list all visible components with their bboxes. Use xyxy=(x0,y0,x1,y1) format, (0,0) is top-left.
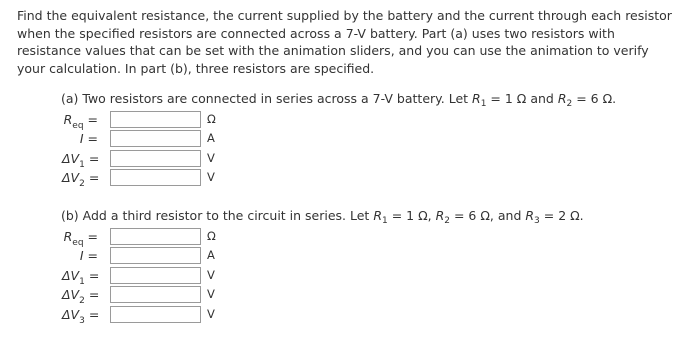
part-a-dv1-symbol: ΔV xyxy=(62,151,80,166)
part-b-r1-symbol: R xyxy=(373,208,382,223)
part-b-req-label xyxy=(62,228,98,248)
part-a-heading xyxy=(61,91,617,109)
part-b-r3-value: = 2 Ω. xyxy=(539,208,584,223)
part-b-dv3-symbol: ΔV xyxy=(62,307,80,322)
part-b-current-equals: = xyxy=(83,248,98,263)
part-b-r3-symbol: R xyxy=(525,208,535,223)
part-a-req-sub: eq xyxy=(72,121,84,131)
problem-intro: Find the equivalent resistance, the current supplied by the battery and the current through each resistor when the specified resistors are connected across a 7-V battery. Part (a) uses two resistors with resistance values that can be set with the animation sliders, and you can use the animation to verify your calculation. In part (b), three resistors are specified. xyxy=(17,8,672,76)
part-b-current-label xyxy=(62,247,98,264)
part-b-dv2-unit: V xyxy=(207,287,215,301)
part-b-dv3-sub: 3 xyxy=(79,316,85,326)
part-a-dv1-sub: 1 xyxy=(79,160,85,170)
part-a-dv1-unit: V xyxy=(207,151,215,165)
part-b-dv2-label xyxy=(62,286,100,306)
part-a-dv2-label xyxy=(62,169,100,189)
part-b-dv1-label xyxy=(62,267,100,287)
part-b-r2-sub: 2 xyxy=(444,216,451,226)
part-b-r2-value: = 6 Ω, and xyxy=(450,208,526,223)
part-a-current-unit: A xyxy=(207,131,215,145)
part-b-dv2-symbol: ΔV xyxy=(62,287,80,302)
part-b-req-symbol: R xyxy=(63,229,73,244)
part-b-r1-sub: 1 xyxy=(382,216,388,226)
part-a-current-label xyxy=(62,130,98,147)
part-b-dv3-equals: = xyxy=(84,307,100,322)
part-a-current-symbol: I xyxy=(79,131,84,146)
part-a-prefix: (a) Two resistors are connected in series across a 7-V battery. Let xyxy=(61,91,473,106)
part-b-req-equals: = xyxy=(83,229,98,244)
part-a-dv2-unit: V xyxy=(207,170,215,184)
part-b-dv3-label xyxy=(62,306,100,326)
part-a-r2-sub: 2 xyxy=(566,99,573,109)
part-b-current-unit: A xyxy=(207,248,215,262)
part-b-dv2-input[interactable] xyxy=(110,286,201,303)
part-a-current-equals: = xyxy=(83,131,98,146)
part-b-req-unit: Ω xyxy=(207,229,216,243)
part-a-dv2-equals: = xyxy=(84,170,100,185)
part-b-dv2-sub: 2 xyxy=(79,296,85,306)
part-a-r1-symbol: R xyxy=(472,91,481,106)
part-a-dv2-sub: 2 xyxy=(79,179,85,189)
part-a-r2-value: = 6 Ω. xyxy=(572,91,617,106)
part-b-dv1-unit: V xyxy=(207,268,215,282)
part-a-dv1-equals: = xyxy=(84,151,100,166)
part-b-dv1-input[interactable] xyxy=(110,267,201,284)
part-a-r1-value: = 1 Ω and xyxy=(486,91,558,106)
part-b-dv3-input[interactable] xyxy=(110,306,201,323)
part-a-req-input[interactable] xyxy=(110,111,201,128)
part-b-r3-sub: 3 xyxy=(534,216,540,226)
part-b-dv1-equals: = xyxy=(84,268,100,283)
part-a-r1-sub: 1 xyxy=(480,99,487,109)
part-a-dv2-symbol: ΔV xyxy=(62,170,80,185)
part-a-dv2-input[interactable] xyxy=(110,169,201,186)
part-b-r1-value: = 1 Ω, xyxy=(387,208,436,223)
part-a-req-label xyxy=(62,111,98,131)
part-b-current-input[interactable] xyxy=(110,247,201,264)
part-b-current-symbol: I xyxy=(79,248,84,263)
part-b-prefix: (b) Add a third resistor to the circuit in series. Let xyxy=(61,208,374,223)
part-a-req-unit: Ω xyxy=(207,112,216,126)
part-a-req-equals: = xyxy=(83,112,98,127)
part-b-dv3-unit: V xyxy=(207,307,215,321)
part-b-req-sub: eq xyxy=(72,238,84,248)
part-a-dv1-input[interactable] xyxy=(110,150,201,167)
part-a-req-symbol: R xyxy=(63,112,73,127)
part-a-dv1-label xyxy=(62,150,100,170)
part-a-current-input[interactable] xyxy=(110,130,201,147)
part-b-dv2-equals: = xyxy=(84,287,100,302)
part-b-req-input[interactable] xyxy=(110,228,201,245)
part-a-r2-symbol: R xyxy=(557,91,567,106)
part-b-r2-symbol: R xyxy=(435,208,445,223)
part-b-dv1-symbol: ΔV xyxy=(62,268,80,283)
part-b-dv1-sub: 1 xyxy=(79,277,85,287)
part-b-heading xyxy=(61,208,584,226)
